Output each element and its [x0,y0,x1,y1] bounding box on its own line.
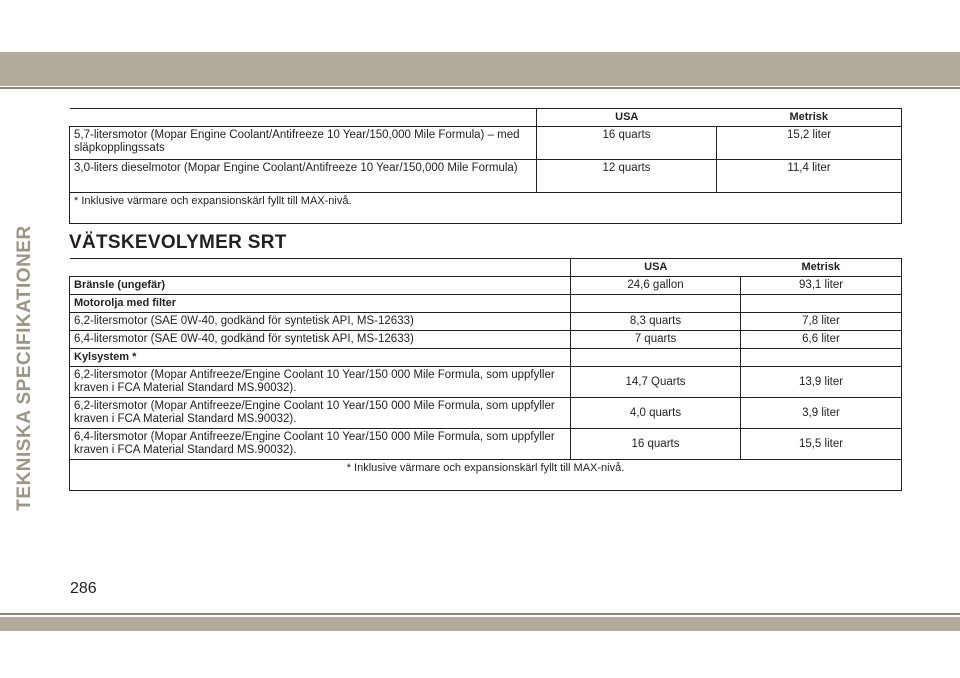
table-note-row [70,193,902,224]
header-rule [0,87,960,89]
row-usa [571,349,741,367]
row-metric: 93,1 liter [741,277,902,295]
header-metric: Metrisk [717,109,902,127]
row-description: 6,2-litersmotor (Mopar Antifreeze/Engine Coolant 10 Year/150 000 Mile Formula, som uppfyller kraven i FCA Material Standard MS.90032). [70,398,571,429]
table-row [70,277,902,295]
row-usa: 16 quarts [571,429,741,460]
row-metric [741,349,902,367]
row-metric: 7,8 liter [741,313,902,331]
row-usa [571,295,741,313]
table-row [70,313,902,331]
section-title: VÄTSKEVOLYMER SRT [69,232,287,253]
row-description: Kylsystem * [70,349,571,367]
row-description: 6,4-litersmotor (Mopar Antifreeze/Engine Coolant 10 Year/150 000 Mile Formula, som uppfyller kraven i FCA Material Standard MS.90032). [70,429,571,460]
row-description: Bränsle (ungefär) [70,277,571,295]
table-row [70,367,902,398]
row-usa: 16 quarts [537,127,717,160]
table-row [70,127,902,160]
header-band [0,52,960,86]
row-usa: 4,0 quarts [571,398,741,429]
header-usa: USA [571,259,741,277]
table-row [70,331,902,349]
table-note-row [70,460,902,491]
row-usa: 24,6 gallon [571,277,741,295]
row-description: 5,7-litersmotor (Mopar Engine Coolant/Antifreeze 10 Year/150,000 Mile Formula) – med släpkopplingssats [70,127,537,160]
row-description: 6,4-litersmotor (SAE 0W-40, godkänd för syntetisk API, MS-12633) [70,331,571,349]
header-cell-empty [70,259,571,277]
row-usa: 12 quarts [537,160,717,193]
row-metric: 15,5 liter [741,429,902,460]
row-metric: 15,2 liter [717,127,902,160]
table-row [70,295,902,313]
row-metric [741,295,902,313]
table-note: * Inklusive värmare och expansionskärl fyllt till MAX-nivå. [70,193,902,224]
header-metric: Metrisk [741,259,902,277]
row-description: 6,2-litersmotor (Mopar Antifreeze/Engine Coolant 10 Year/150 000 Mile Formula, som uppfyller kraven i FCA Material Standard MS.90032). [70,367,571,398]
row-metric: 6,6 liter [741,331,902,349]
row-description: 6,2-litersmotor (SAE 0W-40, godkänd för syntetisk API, MS-12633) [70,313,571,331]
row-metric: 3,9 liter [741,398,902,429]
coolant-table-1 [69,108,902,224]
row-metric: 11,4 liter [717,160,902,193]
row-usa: 7 quarts [571,331,741,349]
row-usa: 14,7 Quarts [571,367,741,398]
footer-rule [0,613,960,615]
page-number: 286 [70,580,97,597]
table-row [70,429,902,460]
header-cell-empty [70,109,537,127]
footer-band [0,617,960,631]
row-description: Motorolja med filter [70,295,571,313]
row-usa: 8,3 quarts [571,313,741,331]
srt-fluid-table [69,258,902,491]
row-metric: 13,9 liter [741,367,902,398]
row-description: 3,0-liters dieselmotor (Mopar Engine Coolant/Antifreeze 10 Year/150,000 Mile Formula) [70,160,537,193]
table-header-row [70,259,902,277]
table-note: * Inklusive värmare och expansionskärl fyllt till MAX-nivå. [70,460,902,491]
table-header-row [70,109,902,127]
header-usa: USA [537,109,717,127]
table-row [70,349,902,367]
table-row [70,160,902,193]
table-row [70,398,902,429]
